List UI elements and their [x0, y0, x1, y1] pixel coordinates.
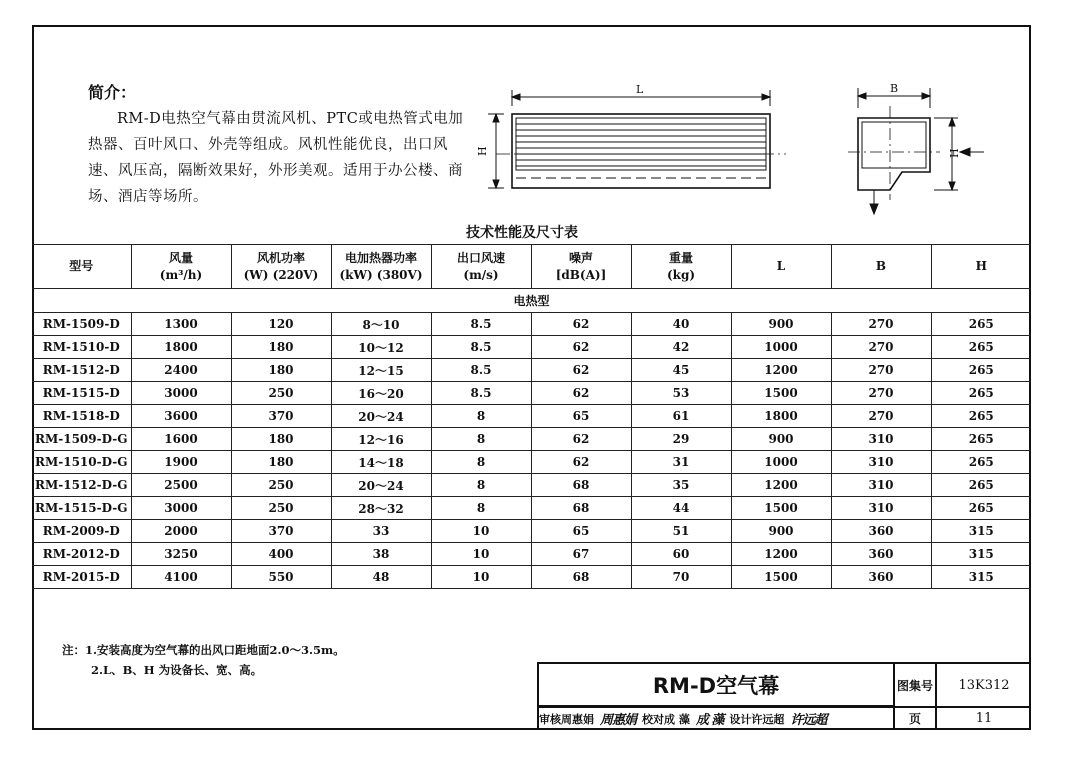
table-cell: 8～10 [331, 313, 431, 336]
table-title: 技术性能及尺寸表 [466, 225, 578, 241]
table-cell: 265 [931, 405, 1031, 428]
table-cell: 250 [231, 474, 331, 497]
table-cell: 1800 [731, 405, 831, 428]
table-cell: 12～16 [331, 428, 431, 451]
table-cell: 62 [531, 428, 631, 451]
table-cell: 550 [231, 566, 331, 589]
intro-body: RM-D电热空气幕由贯流风机、PTC或电热管式电加热器、百叶风口、外壳等组成。风机性能优良，出口风速、风压高，隔断效果好，外形美观。适用于办公楼、商场、酒店等场所。 [88, 111, 464, 205]
table-cell: 270 [831, 359, 931, 382]
table-cell: 370 [231, 520, 331, 543]
table-row [32, 520, 1031, 543]
table-cell: 61 [631, 405, 731, 428]
column-header: 型号 [32, 245, 131, 289]
column-header: 电加热器功率 (kW) (380V) [331, 245, 431, 289]
table-cell: 68 [531, 497, 631, 520]
table-cell: 1500 [731, 497, 831, 520]
table-cell: 1500 [731, 382, 831, 405]
table-cell: 265 [931, 428, 1031, 451]
table-row [32, 428, 1031, 451]
model-cell: RM-1512-D [32, 359, 131, 382]
table-row [32, 336, 1031, 359]
table-cell: 265 [931, 336, 1031, 359]
model-cell: RM-1509-D-G [32, 428, 131, 451]
column-header: 风量 (m³/h) [131, 245, 231, 289]
note-1: 注：1.安装高度为空气幕的出风口距地面2.0～3.5m。 [62, 643, 345, 657]
table-cell: 310 [831, 497, 931, 520]
table-cell: 310 [831, 451, 931, 474]
table-cell: 3000 [131, 382, 231, 405]
table-cell: 1000 [731, 336, 831, 359]
column-header: 噪声 [dB(A)] [531, 245, 631, 289]
table-cell: 315 [931, 566, 1031, 589]
table-cell: 360 [831, 566, 931, 589]
table-cell: 8 [431, 428, 531, 451]
table-row [32, 382, 1031, 405]
table-cell: 900 [731, 313, 831, 336]
note-2: 2.L、B、H 为设备长、宽、高。 [91, 663, 263, 677]
table-cell: 265 [931, 313, 1031, 336]
table-cell: 250 [231, 382, 331, 405]
table-cell: 10 [431, 543, 531, 566]
table-cell: 180 [231, 336, 331, 359]
table-cell: 265 [931, 382, 1031, 405]
table-cell: 8.5 [431, 313, 531, 336]
table-cell: 62 [531, 451, 631, 474]
table-cell: 20～24 [331, 474, 431, 497]
table-cell: 8 [431, 405, 531, 428]
table-cell: 8.5 [431, 336, 531, 359]
table-cell: 270 [831, 336, 931, 359]
title-block [537, 662, 1031, 730]
table-cell: 8 [431, 497, 531, 520]
model-cell: RM-2009-D [32, 520, 131, 543]
model-cell: RM-1510-D-G [32, 451, 131, 474]
table-cell: 1200 [731, 359, 831, 382]
model-cell: RM-1510-D [32, 336, 131, 359]
label-height-side: H [948, 148, 961, 158]
atlas-number: 13K312 [936, 662, 1031, 707]
drawing-title: RM-D空气幕 [537, 662, 894, 707]
table-row [32, 359, 1031, 382]
design-name: 许远超 [751, 712, 785, 726]
table-cell: 29 [631, 428, 731, 451]
table-cell: 310 [831, 428, 931, 451]
table-cell: 310 [831, 474, 931, 497]
table-cell: 360 [831, 543, 931, 566]
model-cell: RM-2015-D [32, 566, 131, 589]
column-header: 风机功率 (W) (220V) [231, 245, 331, 289]
table-cell: 10 [431, 566, 531, 589]
model-cell: RM-1512-D-G [32, 474, 131, 497]
table-cell: 1000 [731, 451, 831, 474]
table-cell: 8 [431, 451, 531, 474]
table-cell: 1600 [131, 428, 231, 451]
label-height-front: H [476, 146, 489, 156]
table-cell: 315 [931, 520, 1031, 543]
spec-table [32, 244, 1031, 589]
table-cell: 68 [531, 566, 631, 589]
column-header: 出口风速 (m/s) [431, 245, 531, 289]
table-cell: 180 [231, 359, 331, 382]
table-row [32, 451, 1031, 474]
column-header: 重量 (kg) [631, 245, 731, 289]
column-header: B [831, 245, 931, 289]
model-cell: RM-1515-D [32, 382, 131, 405]
table-cell: 8.5 [431, 382, 531, 405]
dimension-diagram [474, 78, 994, 228]
table-cell: 265 [931, 359, 1031, 382]
table-cell: 60 [631, 543, 731, 566]
table-cell: 1200 [731, 543, 831, 566]
table-cell: 45 [631, 359, 731, 382]
table-cell: 265 [931, 451, 1031, 474]
review-name: 周惠娟 [561, 712, 594, 726]
signature-row [537, 707, 894, 730]
table-row [32, 497, 1031, 520]
table-cell: 31 [631, 451, 731, 474]
column-header: L [731, 245, 831, 289]
table-row [32, 405, 1031, 428]
table-cell: 33 [331, 520, 431, 543]
table-cell: 2500 [131, 474, 231, 497]
table-cell: 4100 [131, 566, 231, 589]
label-length: L [636, 83, 644, 96]
table-cell: 400 [231, 543, 331, 566]
table-cell: 10 [431, 520, 531, 543]
table-cell: 1900 [131, 451, 231, 474]
page-number: 11 [936, 707, 1031, 730]
table-cell: 270 [831, 382, 931, 405]
check-signature: 成 藻 [695, 713, 724, 728]
table-cell: 3250 [131, 543, 231, 566]
column-header: H [931, 245, 1031, 289]
table-cell: 68 [531, 474, 631, 497]
table-cell: 35 [631, 474, 731, 497]
notes [62, 640, 345, 680]
table-row [32, 474, 1031, 497]
table-cell: 3600 [131, 405, 231, 428]
table-cell: 8.5 [431, 359, 531, 382]
table-cell: 38 [331, 543, 431, 566]
table-cell: 65 [531, 405, 631, 428]
group-label: 电热型 [32, 289, 1031, 313]
table-cell: 1300 [131, 313, 231, 336]
table-cell: 62 [531, 382, 631, 405]
table-cell: 16～20 [331, 382, 431, 405]
table-cell: 28～32 [331, 497, 431, 520]
table-cell: 3000 [131, 497, 231, 520]
check-name: 成 藻 [664, 712, 690, 726]
table-cell: 14～18 [331, 451, 431, 474]
table-cell: 360 [831, 520, 931, 543]
table-cell: 8 [431, 474, 531, 497]
table-cell: 180 [231, 428, 331, 451]
table-cell: 62 [531, 336, 631, 359]
table-cell: 44 [631, 497, 731, 520]
table-cell: 265 [931, 474, 1031, 497]
table-cell: 48 [331, 566, 431, 589]
table-cell: 51 [631, 520, 731, 543]
table-cell: 900 [731, 428, 831, 451]
atlas-label: 图集号 [894, 662, 936, 707]
table-cell: 120 [231, 313, 331, 336]
table-row [32, 566, 1031, 589]
model-cell: RM-2012-D [32, 543, 131, 566]
table-cell: 42 [631, 336, 731, 359]
table-cell: 1200 [731, 474, 831, 497]
table-cell: 65 [531, 520, 631, 543]
table-cell: 62 [531, 313, 631, 336]
table-cell: 70 [631, 566, 731, 589]
label-width: B [890, 82, 899, 95]
table-cell: 250 [231, 497, 331, 520]
table-cell: 900 [731, 520, 831, 543]
table-cell: 40 [631, 313, 731, 336]
intro-title: 简介： [88, 83, 137, 102]
table-row [32, 543, 1031, 566]
table-cell: 1800 [131, 336, 231, 359]
table-cell: 67 [531, 543, 631, 566]
table-cell: 20～24 [331, 405, 431, 428]
check-label: 校对 [642, 712, 665, 726]
table-cell: 2000 [131, 520, 231, 543]
review-label: 审核 [539, 712, 561, 726]
table-cell: 180 [231, 451, 331, 474]
page-label: 页 [894, 707, 936, 730]
table-row [32, 313, 1031, 336]
table-cell: 370 [231, 405, 331, 428]
table-cell: 270 [831, 313, 931, 336]
design-signature: 许远超 [790, 713, 827, 728]
table-cell: 62 [531, 359, 631, 382]
model-cell: RM-1515-D-G [32, 497, 131, 520]
table-cell: 1500 [731, 566, 831, 589]
model-cell: RM-1509-D [32, 313, 131, 336]
table-cell: 270 [831, 405, 931, 428]
table-cell: 12～15 [331, 359, 431, 382]
table-cell: 53 [631, 382, 731, 405]
design-label: 设计 [729, 712, 752, 726]
table-cell: 315 [931, 543, 1031, 566]
table-cell: 265 [931, 497, 1031, 520]
table-cell: 2400 [131, 359, 231, 382]
table-cell: 10～12 [331, 336, 431, 359]
review-signature: 周惠娟 [600, 713, 637, 728]
model-cell: RM-1518-D [32, 405, 131, 428]
